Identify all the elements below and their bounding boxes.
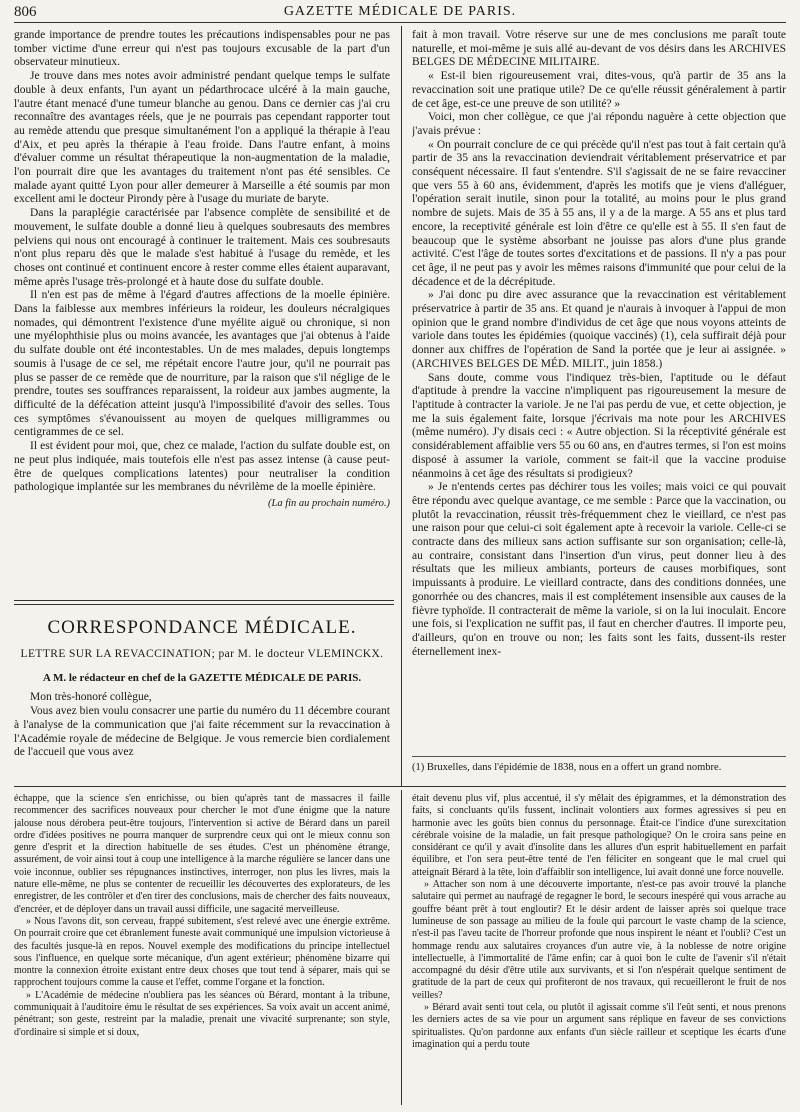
paragraph: » Je n'entends certes pas déchirer tous les voiles; mais voici ce qui pouvait être répondu avec quelque avantage, ce me semble : Parce que la vaccination, ou plutôt la revaccination, réussit très-fréquemment chez le vieillard, ce n'est pas une raison pour que celui-ci soit également apte à recevoir la variole. Celle-ci se contracte dans des milieux sans action suffisante sur son organisation; celle-là, au contraire, consistant dans l'insertion d'un virus, peut donner lieu à des résultats que les milieux ambiants, porteurs de causes morbifiques, sont impuissants à produire. Le vieillard contracte, dans des conditions données, une gonorrhée ou des chancres, mais il est complétement insensible aux causes de la fièvre typhoïde. Il contracterait de même la variole, si on la lui inoculait. Encore une fois, si l'explication ne suffit pas, il faut en chercher d'autres. Il importe peu, d'ailleurs, qu'on en trouve ou non; les faits sont les faits, dussent-ils rester éternellement inex- bbox=[412, 481, 786, 658]
paragraph: Dans la paraplégie caractérisée par l'absence complète de sensibilité et de mouvement, le sulfate double a donné lieu à quelques soubresauts des membres pelviens qui nous ont encouragé à continuer le traitement. Mais ces soubresauts n'ont plus reparu dès que le malade s'est habitué à l'usage du remède, et les choses ont continué et continuent encore à rester comme elles étaient auparavant, même après l'usage très-prolongé et à haute dose du sulfate double. bbox=[14, 207, 390, 288]
paragraph: » L'Académie de médecine n'oubliera pas les séances où Bérard, montant à la tribune, communiquait à l'auditoire ému le résultat de ses expériences. Sa voix avait un accent animé, pénétrant; son geste, restreint par la maladie, prenait une vivacité surprenante; son style, d'ordinaire si simple et si doux, bbox=[14, 989, 390, 1038]
letter-title: LETTRE SUR LA REVACCINATION; par M. le docteur VLEMINCKX. bbox=[20, 648, 384, 660]
letter-address: A M. le rédacteur en chef de la GAZETTE MÉDICALE DE PARIS. bbox=[42, 671, 362, 684]
footnote: (1) Bruxelles, dans l'épidémie de 1838, nous en a offert un grand nombre. bbox=[412, 762, 722, 773]
paragraph: Il est évident pour moi, que, chez ce malade, l'action du sulfate double est, on ne peut plus indiquée, mais toutefois elle n'est pas assez intense (à cause peut-être de quelques complications latentes) pour neutraliser la condition pathologique implantée sur les membranes du névrilème de la moelle épinière. bbox=[14, 440, 390, 494]
header-rule bbox=[14, 22, 786, 23]
section-title: CORRESPONDANCE MÉDICALE. bbox=[47, 617, 357, 638]
right-column bbox=[412, 29, 786, 754]
to-be-continued-note: (La fin au prochain numéro.) bbox=[267, 497, 390, 509]
page-number: 806 bbox=[14, 4, 37, 20]
paragraph: » J'ai donc pu dire avec assurance que la revaccination est véritablement préservatrice à partir de 35 ans. Et quand je n'aurais à invoquer à l'appui de mon opinion que le grand nombre d'individus de cet âge que nous voyons atteints de variole dans toutes les épidémies (quoique vaccinés) (1), cela suffirait déjà pour donner aux chiffres de l'opération de Sand la portée que je leur ai assignée. » (ARCHIVES BELGES DE MÉD. MILIT., juin 1858.) bbox=[412, 289, 786, 370]
paragraph: Il n'en est pas de même à l'égard d'autres affections de la moelle épinière. Dans la faiblesse aux membres inférieurs la roideur, les douleurs nécralgiques nomades, qui démontrent l'existence d'une myélite aiguë ou chronique, si non une myélophthisie plus ou moins avancée, les avantages que j'ai obtenus à l'aide du sulfate double ont été incontestables. Un de mes malades, depuis longtemps soumis à l'usage de ce sel, me répétait encore l'autre jour, qu'il ne pourrait pas plus se passer de ce remède que de nourriture, par la raison que s'il néglige de le prendre, toutes ses souffrances reparaissent, la roideur aux jambes augmente, la difficulté de la défécation atteint jusqu'à l'impossibilité d'avoir des selles. Tous ces symptômes s'évanouissent au moyen de quelques milligrammes ou centigrammes de ce sel. bbox=[14, 289, 390, 439]
bottom-right-column bbox=[412, 793, 786, 1105]
paragraph: « On pourrait conclure de ce qui précède qu'il n'est pas tout à fait certain qu'à partir de 35 ans la revaccination deviendrait véritablement préservatrice et par conséquent nécessaire. Il faut s'entendre. S'il s'agissait de ne se faire revacciner que vers 55 à 60 ans, évidemment, d'après les motifs que je viens d'alléguer, l'opération serait inutile, sinon pour la totalité, au moins pour le plus grand nombre de sujets. Mais de 35 à 55 ans, il y a de la marge. A 55 ans et plus tard encore, la receptivité générale est loin d'être ce qu'elle est à 55. Il s'en faut de beaucoup que le système absorbant ne jouisse pas alors d'une plus grande activité. C'est l'âge de toutes sortes d'excitations et de passions. Il n'y a pas pour cet âge, il ne peut pas y avoir les mêmes raisons d'immunité que pour celui de la décadence et de la décrépitude. bbox=[412, 138, 786, 288]
paragraph: grande importance de prendre toutes les précautions indispensables pour ne pas tomber victime d'une erreur qui n'est pas toujours excusable de la part d'un observateur minutieux. bbox=[14, 29, 390, 69]
paragraph: Sans doute, comme vous l'indiquez très-bien, l'aptitude ou le défaut d'aptitude à prendre la vaccine n'impliquent pas rigoureusement la mesure de l'aptitude à contracter la variole. Je ne l'ai pas perdu de vue, et cette objection, je me la suis également faite, lorsque j'écrivais ma note pour les ARCHIVES (même numéro). J'y disais ceci : « Autre objection. Si la réceptivité générale est considérablement affaiblie vers 55 ou 60 ans, en d'autres termes, si l'on est moins disposé à assumer la variole, comment se fait-il que la vaccine produise néanmoins à cet âge des résultats si prodigieux? bbox=[412, 371, 786, 480]
letter-greeting: Mon très-honoré collègue, bbox=[30, 691, 152, 704]
paragraph: fait à mon travail. Votre réserve sur une de mes conclusions me paraît toute naturelle, et moi-même je suis allé au-devant de vos désirs dans les ARCHIVES BELGES DE MÉDECINE MILITAIRE. bbox=[412, 29, 786, 69]
correspondence-section bbox=[14, 612, 390, 787]
paragraph: était devenu plus vif, plus accentué, il s'y mêlait des épigrammes, et la démonstration des faits, si concluants qu'ils fussent, inclinait volontiers aux formes agressives si peu en harmonie avec les goûts bien connus du personnage. Était-ce l'indice d'une surexcitation cérébrale voisine de la maladie, un fait presque pathologique? On le croira sans peine en considérant ce qu'il y avait d'insolite dans les allures d'un esprit habituellement en parfait équilibre, et l'on sera peut-être tenté de l'en féliciter en songeant que le mal cruel qui atteignait Bérard à la tête, loin d'affaiblir son intelligence, lui avait donné une force nouvelle. bbox=[412, 793, 786, 878]
paragraph: Je trouve dans mes notes avoir administré pendant quelque temps le sulfate double à deux enfants, l'un ayant un pédarthrocace ulcéré à la main gauche, l'autre étant menacé d'une tumeur blanche au genou. Dans ce dernier cas j'ai cru reconnaître des avantages réels, que je ne pourrais pas cependant rapporter tout au remède attendu que presque simultanément l'on a appliqué la thérapie à l'eau d'Aix, et peu après la thérapie à l'eau froide. Dans l'autre enfant, à moins d'évaluer comme un résultat thérapeutique la non-augmentation de la maladie, l'on pourrait dire que les avantages du traitement n'ont pas été sensibles. Ce malade ayant quitté Lyon pour aller demeurer à Marseille a été soumis par mon excellent ami le docteur Pirondy père à l'usage du muriate de baryte. bbox=[14, 70, 390, 206]
paragraph: » Bérard avait senti tout cela, ou plutôt il agissait comme s'il l'eût senti, et nous prenons les derniers actes de sa vie pour un argument sans réplique en faveur de ses convictions spiritualistes. Qu'on pardonne aux enfants d'un siècle railleur et sceptique les écarts d'une imagination qui a perdu toute bbox=[412, 1002, 786, 1050]
page-header bbox=[14, 0, 786, 22]
paragraph: » Nous l'avons dit, son cerveau, frappé subitement, s'est relevé avec une énergie extrême. On pourrait croire que cet ébranlement funeste avait communiqué une impulsion victorieuse à des facultés jusque-là en repos. Nouvel exemple des modifications du principe intellectuel sous l'influence, en quelque sorte mécanique, d'un agent extérieur; phénomène bizarre qui montre la connexion étroite existant entre deux choses que tout tend à séparer, mais qui se rapprochent toujours comme la cause et l'effet, comme l'organe et la fonction. bbox=[14, 915, 390, 989]
bottom-left-column bbox=[14, 793, 390, 1105]
journal-title: GAZETTE MÉDICALE DE PARIS. bbox=[283, 4, 517, 19]
paragraph: Vous avez bien voulu consacrer une partie du numéro du 11 décembre courant à l'analyse de la communication que j'ai faite récemment sur la revaccination à l'Académie royale de médecine de Belgique. Je vous remercie bien cordialement de l'accueil que vous avez bbox=[14, 705, 390, 759]
footnote-rule bbox=[412, 756, 786, 757]
column-divider bbox=[401, 790, 402, 1105]
paragraph: « Est-il bien rigoureusement vrai, dites-vous, qu'à partir de 35 ans la revaccination soit une pratique utile? De ce qu'elle réussit généralement à partir de cet âge, est-ce une preuve de son utilité? » bbox=[412, 70, 786, 110]
paragraph: Voici, mon cher collègue, ce que j'ai répondu naguère à cette objection que j'avais prévue : bbox=[412, 111, 786, 137]
paragraph: » Attacher son nom à une découverte importante, n'est-ce pas avoir trouvé la planche salutaire qui permet au naufragé de regagner le bord, le secours inespéré qui vous arrache au gouffre béant prêt à tout engloutir? Et le désir ardent de laisser après soi quelque trace lumineuse de son passage au milieu de la foule qui parcourt le vaste champ de la science, n'est-il pas l'aveu tacite de l'horreur profonde que nous inspirent le néant et l'oubli? C'est un hommage rendu aux salutaires croyances d'un autre vie, à la noblesse de notre origine intellectuelle, à l'immortalité de l'âme enfin; car à quoi bon le culte de l'avenir s'il n'était accompagné du désir d'être utile aux survivants, et si l'on n'espérait quelque sentiment de gratitude de la part de ceux qui profiteront de nos travaux, qui recueilleront le fruit de nos veilles? bbox=[412, 879, 786, 1001]
section-divider bbox=[14, 786, 786, 787]
paragraph: échappe, que la science s'en enrichisse, ou bien qu'après tant de massacres il faille recommencer des sacrifices nouveaux pour chercher le mot d'une énigme que la nature jalouse nous dérobera peut-être toujours, l'intervention si active de Bérard dans un pareil ordre d'idées positives ne pourra manquer de surprendre ceux qui ont le mieux connu son genre d'esprit et la direction habituelle de ses études. C'est un phénomène étrange, assurément, de voir ainsi tout à coup une intelligence à la marche régulière se lancer dans une voie inconnue, oublier ses répugnances instinctives, interroger, non plus les livres, mais la nature elle-même, ne plus se contenter de recueillir les découvertes des explorateurs, de les enregistrer, de les contrôler et d'en tirer des conclusions, mais de chercher des faits nouveaux, d'encréer, et de déployer dans un travail aussi difficile, une sagacité merveilleuse. bbox=[14, 793, 390, 915]
left-column bbox=[14, 29, 390, 614]
column-divider bbox=[401, 26, 402, 786]
section-divider bbox=[14, 600, 394, 605]
